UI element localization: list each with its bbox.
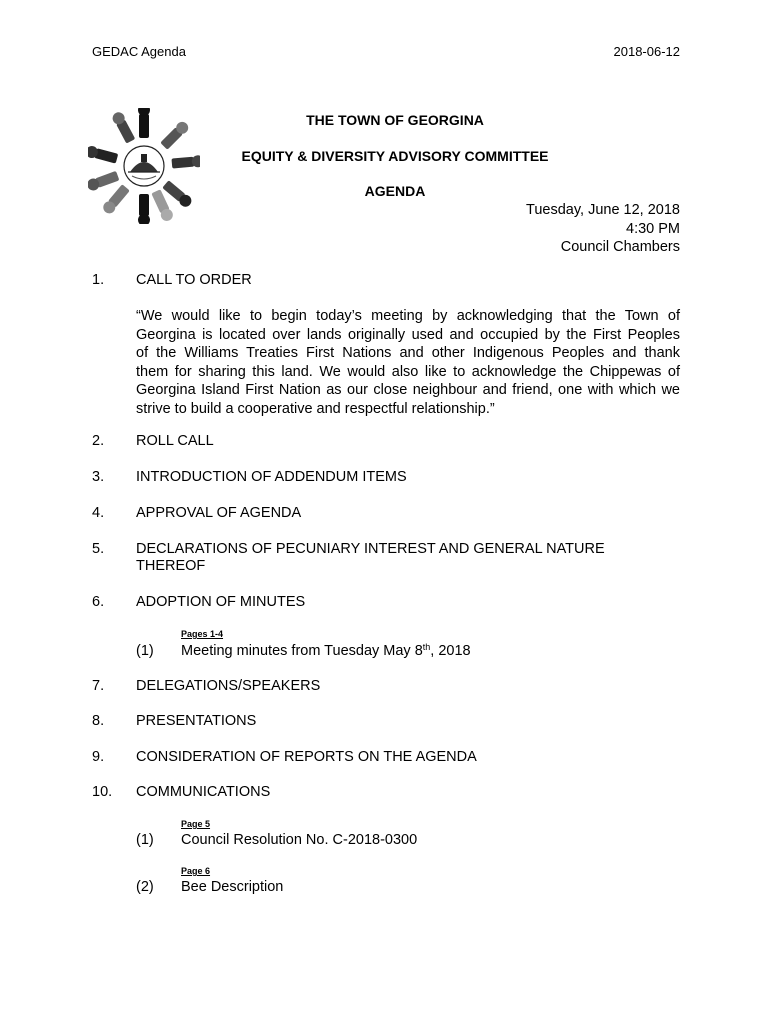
sub-item-text: Meeting minutes from Tuesday May 8th, 2018 bbox=[181, 642, 471, 659]
acknowledgement-line: of the Williams Treaties First Nations and other Indigenous Peoples and thank bbox=[136, 345, 680, 361]
item-number: 7. bbox=[92, 678, 105, 694]
item-number: 6. bbox=[92, 594, 105, 610]
item-number: 8. bbox=[92, 713, 105, 729]
meeting-details bbox=[526, 201, 680, 257]
item-text: APPROVAL OF AGENDA bbox=[136, 505, 302, 521]
header-date: 2018-06-12 bbox=[613, 44, 680, 59]
meeting-time: 4:30 PM bbox=[626, 220, 680, 237]
meeting-location: Council Chambers bbox=[560, 239, 680, 255]
item-text: PRESENTATIONS bbox=[136, 713, 257, 729]
sub-item-text: Bee Description bbox=[181, 879, 284, 895]
acknowledgement-line: them for sharing this land. We would also like to acknowledge the Chippewas of bbox=[136, 363, 680, 380]
item-text: THEREOF bbox=[136, 558, 206, 574]
item-number: 10. bbox=[92, 784, 113, 800]
item-text: COMMUNICATIONS bbox=[136, 784, 271, 800]
town-title: THE TOWN OF GEORGINA bbox=[306, 112, 484, 128]
item-text: CONSIDERATION OF REPORTS ON THE AGENDA bbox=[136, 749, 477, 765]
item-text: CALL TO ORDER bbox=[136, 272, 252, 288]
land-acknowledgement bbox=[136, 307, 680, 418]
meeting-date: Tuesday, June 12, 2018 bbox=[526, 202, 680, 218]
item-number: 2. bbox=[92, 433, 105, 449]
page-reference: Pages 1-4 bbox=[181, 629, 224, 639]
item-text: ADOPTION OF MINUTES bbox=[136, 594, 306, 610]
item-number: 4. bbox=[92, 505, 105, 521]
item-number: 3. bbox=[92, 469, 105, 485]
logo-figures bbox=[88, 108, 200, 224]
sub-item-text: Council Resolution No. C-2018-0300 bbox=[181, 832, 418, 848]
acknowledgement-line: Georgina Island First Nation as our close neighbour and friend, one with which we bbox=[136, 382, 680, 398]
item-text: ROLL CALL bbox=[136, 433, 214, 449]
committee-logo-icon bbox=[88, 108, 200, 224]
agenda-title: AGENDA bbox=[364, 183, 426, 199]
acknowledgement-line: Georgina is located over lands originally used and occupied by the First Peoples bbox=[136, 326, 680, 343]
item-text: DELEGATIONS/SPEAKERS bbox=[136, 678, 321, 694]
acknowledgement-line: strive to build a cooperative and respectful relationship.” bbox=[136, 400, 495, 417]
item-number: 5. bbox=[92, 541, 105, 557]
sub-item-number: (1) bbox=[136, 832, 154, 848]
item-text: DECLARATIONS OF PECUNIARY INTEREST AND GENERAL NATURE bbox=[136, 541, 605, 557]
item-text: INTRODUCTION OF ADDENDUM ITEMS bbox=[136, 469, 407, 485]
sub-item-number: (1) bbox=[136, 643, 154, 659]
page-reference: Page 5 bbox=[181, 819, 211, 829]
acknowledgement-line: “We would like to begin today’s meeting by acknowledging that the Town of bbox=[136, 308, 680, 324]
sub-item-number: (2) bbox=[136, 879, 154, 895]
item-number: 9. bbox=[92, 749, 105, 765]
item-number: 1. bbox=[92, 272, 105, 288]
committee-title: EQUITY & DIVERSITY ADVISORY COMMITTEE bbox=[241, 148, 549, 164]
page-reference: Page 6 bbox=[181, 866, 211, 876]
header-doc-name: GEDAC Agenda bbox=[92, 44, 186, 59]
